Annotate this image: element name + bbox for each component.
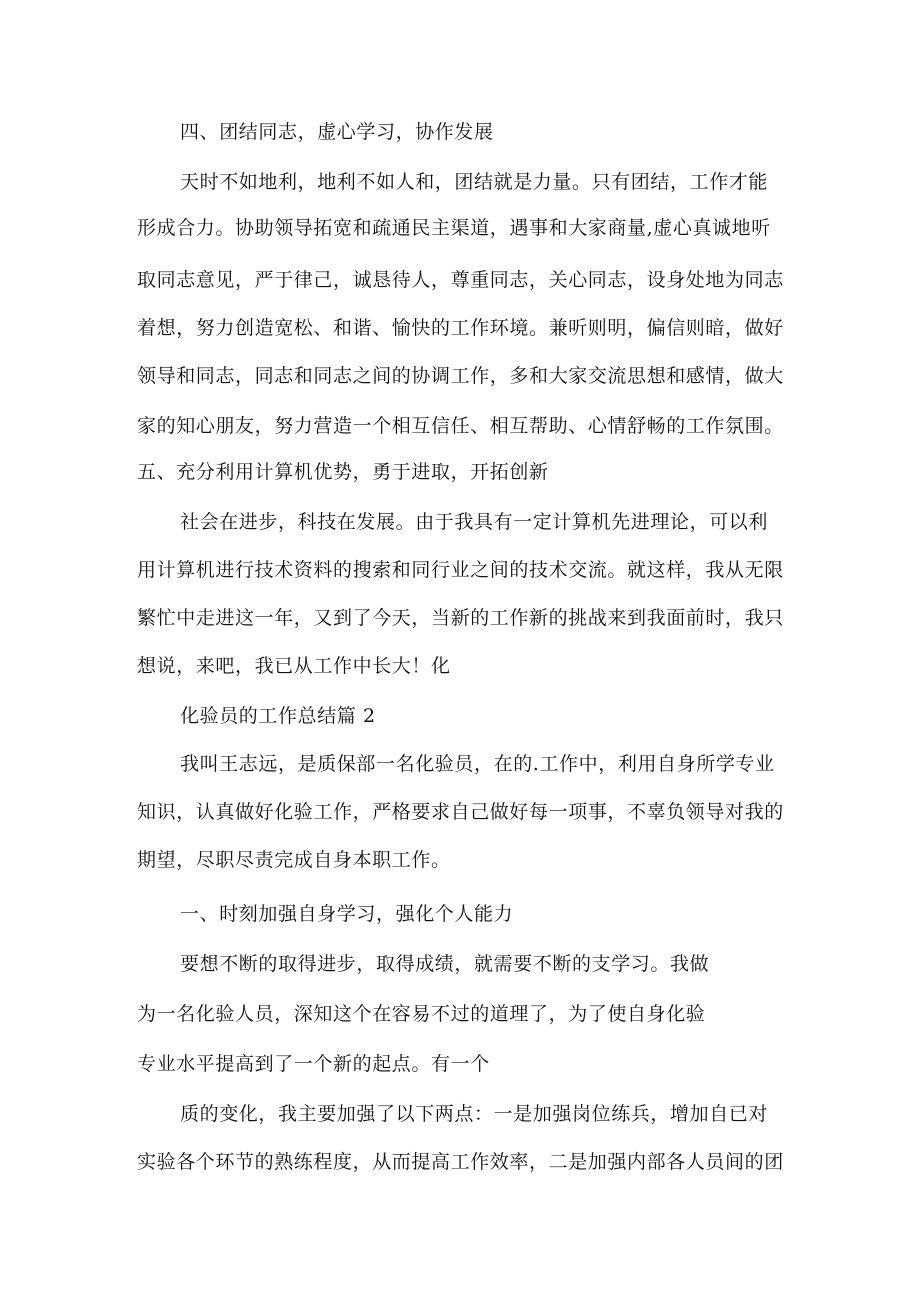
paragraph-line: 专业水平提高到了一个新的起点。有一个 xyxy=(137,1053,490,1075)
paragraph-line: 质的变化，我主要加强了以下两点：一是加强岗位练兵，增加自已对 xyxy=(180,1103,769,1125)
paragraph-line: 领导和同志，同志和同志之间的协调工作，多和大家交流思想和感情，做大 xyxy=(137,365,784,387)
paragraph-line: 要想不断的取得进步，取得成绩，就需要不断的支学习。我做 xyxy=(180,953,710,975)
paragraph-line: 着想，努力创造宽松、和谐、愉快的工作环境。兼听则明，偏信则暗，做好 xyxy=(137,317,784,339)
paragraph-line: 为一名化验人员，深知这个在容易不过的道理了，为了使自身化验 xyxy=(137,1003,706,1025)
paragraph-line: 用计算机进行技术资料的搜索和同行业之间的技术交流。就这样，我从无限 xyxy=(137,559,784,581)
paragraph-line: 我叫王志远，是质保部一名化验员，在的.工作中，利用自身所学专业 xyxy=(180,753,775,775)
paragraph-line: 实验各个环节的熟练程度，从而提高工作效率，二是加强内部各人员间的团 xyxy=(137,1151,784,1173)
section-heading-5: 五、充分利用计算机优势，勇于进取，开拓创新 xyxy=(137,461,549,483)
paragraph-line: 期望，尽职尽责完成自身本职工作。 xyxy=(137,849,451,871)
section-heading-1: 一、时刻加强自身学习，强化个人能力 xyxy=(180,903,514,925)
section-heading-4: 四、团结同志，虚心学习，协作发展 xyxy=(180,121,494,143)
paragraph-line: 形成合力。协助领导拓宽和疏通民主渠道，遇事和大家商量,虚心真诚地听 xyxy=(137,217,771,239)
paragraph-line: 天时不如地利，地利不如人和，团结就是力量。只有团结，工作才能 xyxy=(180,171,769,193)
paragraph-line: 繁忙中走进这一年，又到了今天，当新的工作新的挑战来到我面前时，我只 xyxy=(137,607,784,629)
paragraph-line: 家的知心朋友，努力营造一个相互信任、相互帮助、心情舒畅的工作氛围。 xyxy=(137,415,784,437)
paragraph-line: 知识，认真做好化验工作，严格要求自己做好每一项事，不辜负领导对我的 xyxy=(137,801,784,823)
paragraph-line: 想说，来吧，我已从工作中长大！化 xyxy=(137,655,451,677)
paragraph-line: 取同志意见，严于律己，诚恳待人，尊重同志，关心同志，设身处地为同志 xyxy=(137,269,784,291)
paragraph-line: 社会在进步，科技在发展。由于我具有一定计算机先进理论，可以利 xyxy=(180,511,769,533)
article-title: 化验员的工作总结篇 2 xyxy=(180,705,376,727)
